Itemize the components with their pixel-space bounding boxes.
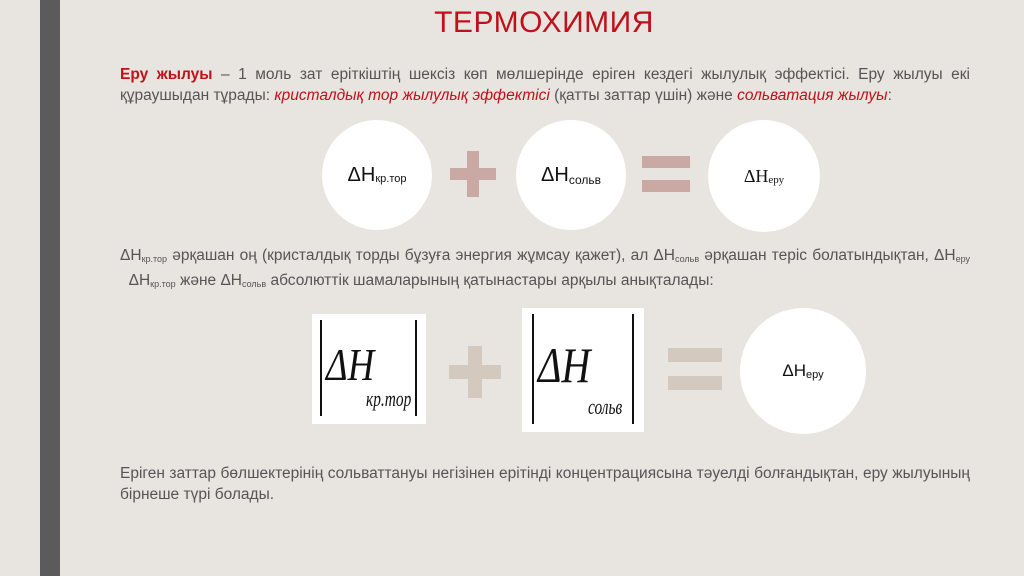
left-accent-bar xyxy=(40,0,60,576)
slide-title: ТЕРМОХИМИЯ xyxy=(434,6,654,39)
plus-icon xyxy=(449,346,501,398)
formula-solvation-subscript: сольв xyxy=(588,394,623,419)
explanation-paragraph xyxy=(120,245,970,295)
formula-abs-solvation xyxy=(522,308,644,432)
circle-dissolution-enthalpy-2 xyxy=(740,308,866,434)
explanation-text: ΔH xyxy=(120,272,151,289)
plus-icon xyxy=(450,151,496,197)
circle-solvation-enthalpy xyxy=(516,120,626,230)
formula-lattice-symbol: ΔH xyxy=(326,339,375,390)
equals-icon xyxy=(642,156,690,192)
definition-text-3: : xyxy=(887,87,892,104)
solvation-symbol: ΔH xyxy=(541,163,569,186)
conclusion-paragraph: Еріген заттар бөлшектерінің сольваттануы негізінен ерітінді концентрациясына тәуелді болғандықтан, еру жылуының бірнеше түрі болады. xyxy=(120,465,970,503)
term-solvation-heat: сольватация жылуы xyxy=(737,87,888,104)
dissolution-subscript: еру xyxy=(768,174,785,186)
formula-solvation-symbol: ΔH xyxy=(538,337,591,393)
lattice-symbol: ΔH xyxy=(347,163,376,186)
dh-subscript: кр.тор xyxy=(141,254,168,264)
term-lattice-effect: кристалдық тор жылулық эффектісі xyxy=(274,87,550,104)
equals-icon xyxy=(668,348,722,390)
formula-abs-lattice xyxy=(312,314,426,424)
dissolution-symbol-2: ΔH xyxy=(782,361,806,380)
solvation-subscript: сольв xyxy=(568,173,601,187)
definition-text-1: – 1 моль зат еріткіштің шексіз көп мөлшерінде еріген кездегі жылулық эффектісі. Еру жылуы екі құраушыдан тұрады: xyxy=(120,66,970,104)
dh-subscript: сольв xyxy=(242,279,267,289)
explanation-text: әрқашан оң (кристалдық торды бұзуға энергия жұмсау қажет), ал ΔH xyxy=(167,247,675,264)
dh-subscript: кр.тор xyxy=(150,279,176,289)
dh-subscript: сольв xyxy=(674,254,700,264)
circle-lattice-enthalpy xyxy=(322,120,432,230)
dissolution-symbol: ΔH xyxy=(743,165,769,186)
dh-subscript: еру xyxy=(955,254,970,264)
explanation-text: әрқашан теріс болатындықтан, ΔH xyxy=(699,247,956,264)
definition-text-2: (қатты заттар үшін) және xyxy=(549,87,738,104)
dissolution-subscript-2: еру xyxy=(806,369,824,381)
dh-symbol: ΔH xyxy=(120,247,142,264)
formula-lattice-subscript: кр.тор xyxy=(366,386,412,411)
explanation-text: және ΔH xyxy=(175,272,242,289)
explanation-text: абсолюттік шамаларының қатынастары арқылы анықталады: xyxy=(266,272,714,289)
lattice-subscript: кр.тор xyxy=(375,173,407,185)
circle-dissolution-enthalpy xyxy=(708,120,820,232)
term-dissolution-heat: Еру жылуы xyxy=(120,66,213,83)
definition-paragraph xyxy=(120,64,970,106)
